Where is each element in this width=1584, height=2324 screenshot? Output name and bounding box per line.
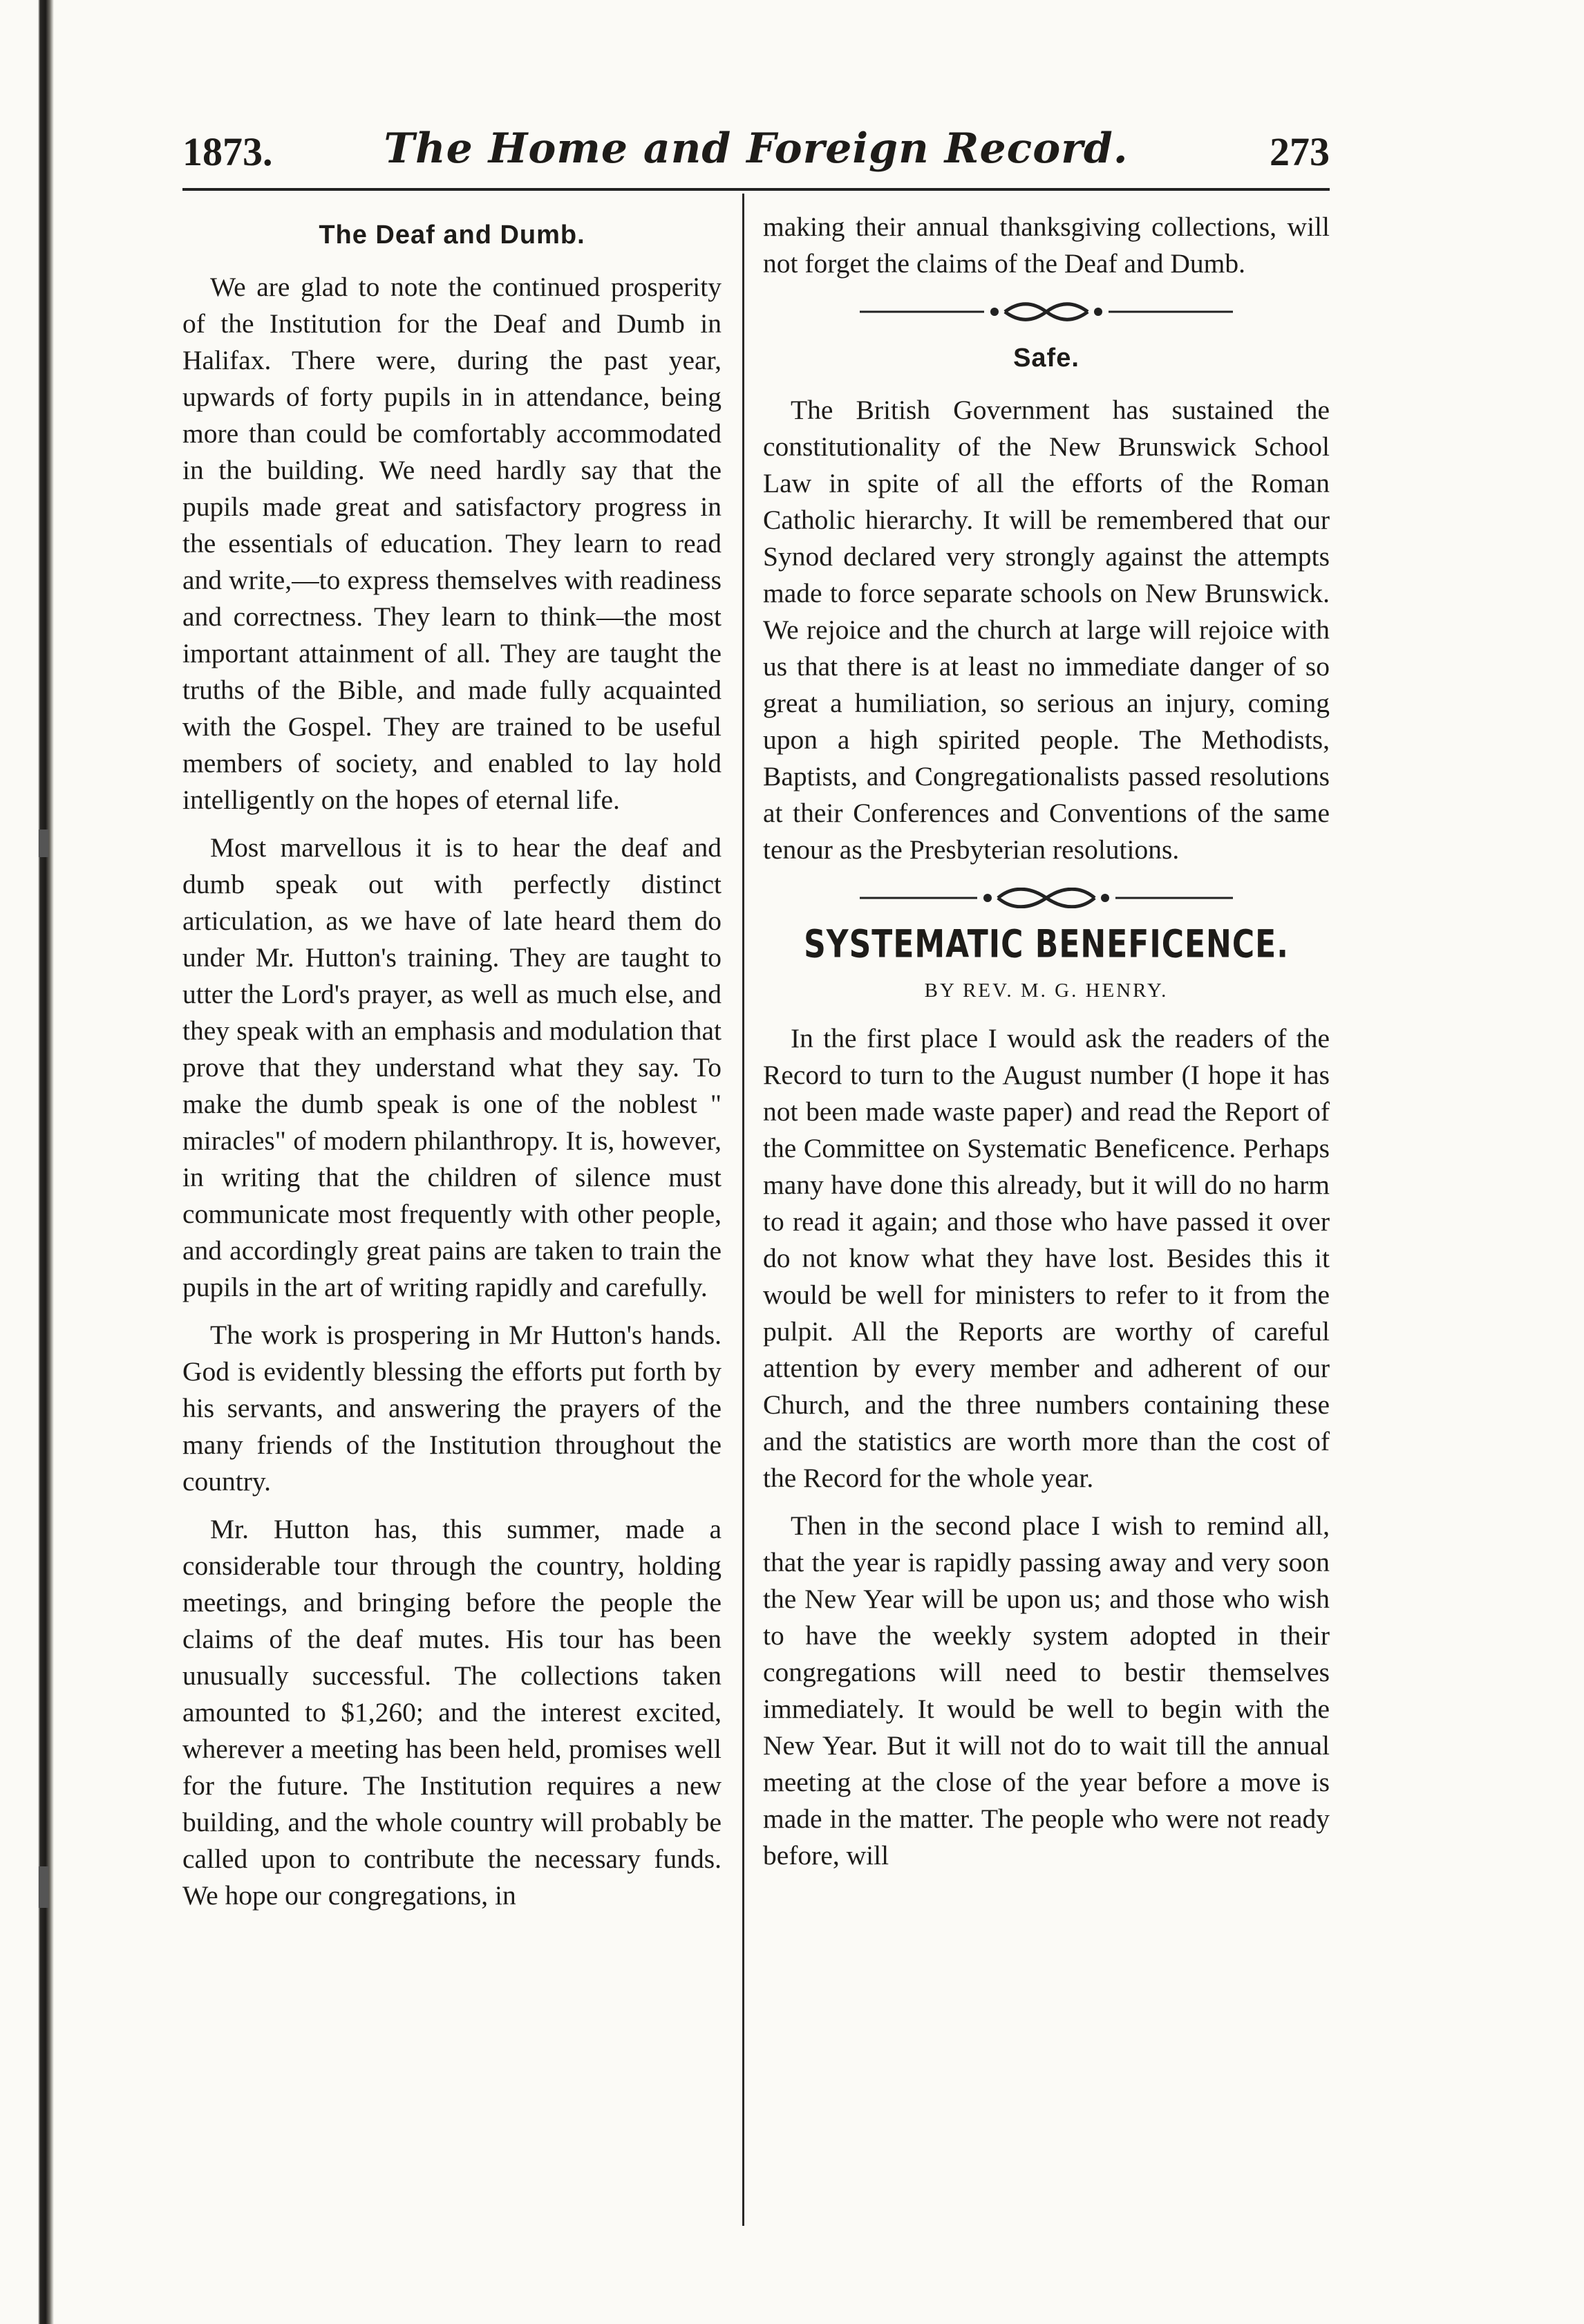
beneficence-paragraph-2: Then in the second place I wish to remind all, that the year is rapidly passing away and very soon the New Year will be upon us; and those who wish to have the weekly system adopted in their congregations will need to bestir themselves immediately. It would be well to begin with the New Year. But it will not do to wait till the annual meeting at the close of the year before a move is made in the matter. The people who were not ready before, will [763, 1510, 1330, 1871]
deaf-dumb-paragraph-2: Most marvellous it is to hear the deaf and dumb speak out with perfectly distinct articulation, as we have of late heard them do under Mr. Hutton's training. They are taught to utter the Lord's prayer, as well as much else, and they speak with an emphasis and modulation that prove that they understand what they say. To make the dumb speak is one of the noblest " miracles" of modern philanthropy. It is, however, in writing that the children of silence must communicate most frequently with other people, and accordingly great pains are taken to train the pupils in the art of writing rapidly and carefully. [182, 832, 722, 1302]
deaf-dumb-paragraph-3: The work is prospering in Mr Hutton's hands. God is evidently blessing the efforts put forth by his servants, and answering the prayers of the many friends of the Institution throughout the country. [182, 1320, 722, 1497]
page-number: 273 [1270, 129, 1330, 174]
publication-title: The Home and Foreign Record. [384, 124, 1129, 173]
left-column [182, 209, 722, 1925]
column-divider [742, 194, 744, 2226]
systematic-beneficence-heading: SYSTEMATIC BENEFICENCE. [804, 922, 1289, 967]
article-byline: BY REV. M. G. HENRY. [924, 980, 1169, 1002]
deaf-dumb-paragraph-4: Mr. Hutton has, this summer, made a considerable tour through the country, holding meetings, and bringing before the people the claims of the deaf mutes. His tour has been unusually successful. The collections taken amounted to $1,260; and the interest excited, wherever a meeting has been held, promises well for the future. The Institution requires a new building, and the whole country will probably be called upon to contribute the necessary funds. We hope our congregations, in [182, 1514, 722, 1911]
header-rule [182, 188, 1330, 191]
safe-paragraph: The British Government has sustained the constitutionality of the New Brunswick School Law in spite of all the efforts of the Roman Catholic hierarchy. It will be remembered that our Synod declared very strongly against the attempts made to force separate schools on New Brunswick. We rejoice and the church at large will rejoice with us that there is at least no immediate danger of so great a humiliation, so serious an injury, coming upon a high spirited people. The Methodists, Baptists, and Congregationalists passed resolutions at their Conferences and Conventions of the same tenour as the Presbyterian resolutions. [763, 395, 1330, 865]
right-column [763, 209, 1330, 1885]
ornamental-divider [860, 888, 1233, 908]
beneficence-paragraph-1: In the first place I would ask the readers of the Record to turn to the August number (I hope it has not been made waste paper) and read the Report of the Committee on Systematic Beneficence. Perhaps many have done this already, but it will do no harm to read it again; and those who have passed it over do not know what they have lost. Besides this it would be well for ministers to refer to it from the pulpit. All the Reports are worthy of careful attention by every member and adherent of our Church, and the three numbers containing these and the statistics are worth more than the cost of the Record for the whole year. [763, 1023, 1330, 1493]
deaf-dumb-heading: The Deaf and Dumb. [319, 221, 585, 250]
running-header [182, 119, 1330, 182]
binding-mark [39, 830, 48, 857]
magazine-page [182, 119, 1330, 1911]
binding-mark [39, 1866, 48, 1908]
ornamental-divider [860, 301, 1233, 322]
safe-heading: Safe. [1013, 344, 1079, 373]
deaf-dumb-continuation: making their annual thanksgiving collections, will not forget the claims of the Deaf and Dumb. [763, 212, 1330, 279]
header-year: 1873. [182, 129, 273, 174]
deaf-dumb-paragraph-1: We are glad to note the continued prosperity of the Institution for the Deaf and Dumb in Halifax. There were, during the past year, upwards of forty pupils in in attendance, being more than could be comfortably accommodated in the building. We need hardly say that the pupils made great and satisfactory progress in the essentials of education. They learn to read and write,—to express themselves with readiness and correctness. They learn to think—the most important attainment of all. They are taught the truths of the Bible, and made fully acquainted with the Gospel. They are trained to be useful members of society, and enabled to lay hold intelligently on the hopes of eternal life. [182, 272, 722, 815]
page-binding-edge [0, 0, 54, 2324]
